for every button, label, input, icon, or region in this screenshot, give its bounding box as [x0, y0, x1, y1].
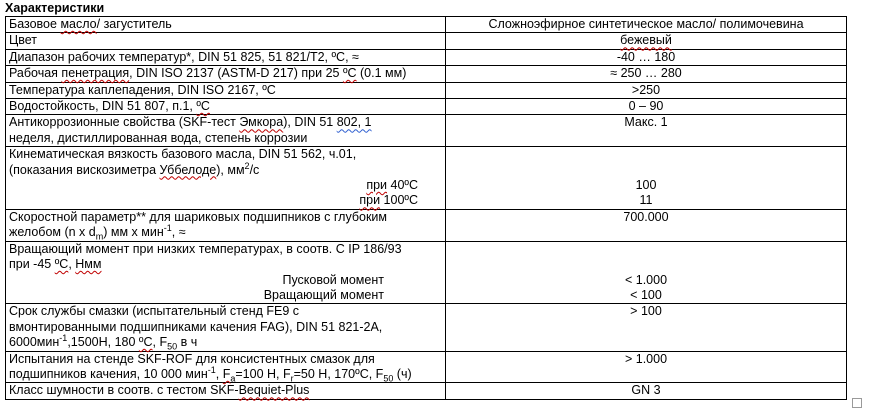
table-row-dropping-point: [6, 82, 847, 98]
row-label: Рабочая пенетрация, DIN ISO 2137 (ASTM-D 217) при 25 ºC (0.1 мм): [6, 66, 446, 82]
row-value: > 100: [446, 304, 847, 351]
table-row-viscosity: [6, 147, 847, 210]
table-row-water-resistance: [6, 99, 847, 115]
row-label: Водостойкость, DIN 51 807, п.1, ºC: [6, 99, 446, 115]
table-resize-handle[interactable]: [852, 398, 862, 408]
table-row-temperature-range: [6, 49, 847, 65]
row-label: Класс шумности в соотв. с тестом SKF-Bequiet-Plus: [6, 383, 446, 399]
row-label: Диапазон рабочих температур*, DIN 51 825, 51 821/T2, ºC, ≈: [6, 49, 446, 65]
header-cell-base-oil: Базовое масло/ загуститель: [6, 17, 446, 33]
row-value: > 1.000: [446, 351, 847, 383]
row-label: Кинематическая вязкость базового масла, DIN 51 562, ч.01, (показания вискозиметра Уббелоде), $мм^2/с$ при 40ºC при 100ºC: [6, 147, 446, 210]
row-label: Антикоррозионные свойства (SKF-тест Эмкора), DIN 51 802, 1 неделя, дистиллированная вода, степень коррозии: [6, 115, 446, 147]
row-value: Макс. 1: [446, 115, 847, 147]
header-cell-oil-type: Сложноэфирное синтетическое масло/ полимочевина: [446, 17, 847, 33]
row-label: Цвет: [6, 33, 446, 49]
row-value: 0 – 90: [446, 99, 847, 115]
table-row-speed-factor: [6, 209, 847, 241]
row-value: 100 11: [446, 147, 847, 210]
row-value: < 1.000 < 100: [446, 241, 847, 304]
row-value: бежевый: [446, 33, 847, 49]
row-label: Испытания на стенде SKF-ROF для консистентных смазок для подшипников качения, 10 000 мин$^{-1}$, $F_a=100$ Н, $F_r=50$ Н, 170ºC, $F_{50}$ (ч): [6, 351, 446, 383]
table-header-row: [6, 17, 847, 33]
table-row-color: [6, 33, 847, 49]
row-label: Вращающий момент при низких температурах, в соотв. С IP 186/93 при -45 ºC, Нмм Пусковой момент Вращающий момент: [6, 241, 446, 304]
row-value: ≈ 250 … 280: [446, 66, 847, 82]
table-row-noise-class: [6, 383, 847, 399]
section-title: Характеристики: [5, 1, 105, 15]
characteristics-table: [5, 16, 847, 400]
table-row-rof-test: [6, 351, 847, 383]
table-row-low-temp-torque: [6, 241, 847, 304]
table-row-grease-life: [6, 304, 847, 351]
row-value: 700.000: [446, 209, 847, 241]
table-row-penetration: [6, 66, 847, 82]
row-value: -40 … 180: [446, 49, 847, 65]
row-value: >250: [446, 82, 847, 98]
row-label: Срок службы смазки (испытательный стенд FE9 с вмонтированными подшипниками качения FAG), DIN 51 821-2A, 6000мин$^{-1}$,1500Н, 180 ºC, $F_{50}$ в ч: [6, 304, 446, 351]
row-label: Скоростной параметр** для шариковых подшипников с глубоким желобом (n x $d_m$) мм x мин$^{-1}$, ≈: [6, 209, 446, 241]
table-row-corrosion: [6, 115, 847, 147]
row-label: Температура каплепадения, DIN ISO 2167, ºC: [6, 82, 446, 98]
row-value: GN 3: [446, 383, 847, 399]
